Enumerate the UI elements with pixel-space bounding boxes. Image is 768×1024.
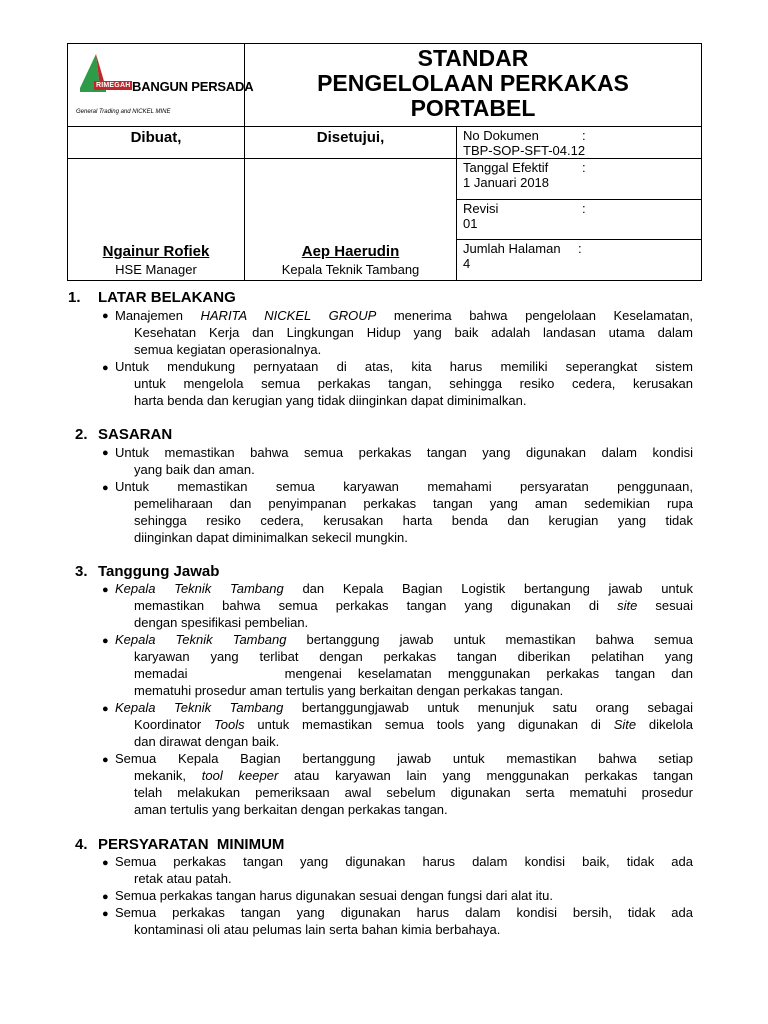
bullet-icon: ● xyxy=(102,584,109,596)
approved-by-label: Disetujui, xyxy=(245,127,457,159)
bullet-icon: ● xyxy=(102,908,109,920)
meta-revisi: Revisi : 01 xyxy=(457,199,702,240)
meta-label: No Dokumen xyxy=(463,128,539,143)
paragraph: Semua perkakas tangan yang digunakan harus dalam kondisi baik, tidak ada xyxy=(115,854,693,869)
paragraph: Untuk memastikan bahwa semua perkakas tangan yang digunakan dalam kondisi xyxy=(115,445,693,460)
meta-value: TBP-SOP-SFT-04.12 xyxy=(463,143,586,158)
section-title: SASARAN xyxy=(98,426,173,443)
section-heading xyxy=(75,563,219,580)
paragraph: kontaminasi oli atau pelumas lain serta bahan kimia berbahaya. xyxy=(134,922,501,937)
approved-by-signature xyxy=(245,159,457,281)
paragraph: Koordinator Tools untuk memastikan semua tools yang digunakan di Site dikelola dan dirawat dengan baik. xyxy=(134,717,693,749)
made-by-signature xyxy=(68,159,245,281)
meta-tanggal-efektif: Tanggal Efektif : 1 Januari 2018 xyxy=(457,159,702,200)
paragraph: mekanik, tool keeper atau karyawan lain yang menggunakan perkakas tangan telah melakukan pemeriksaan awal sebelum digunakan serta mematuhi prosedur aman tertulis yang berkaitan dengan perkakas tangan. xyxy=(134,768,693,817)
logo-triangle-icon xyxy=(76,48,136,108)
document-header-table xyxy=(67,43,702,281)
meta-label: Tanggal Efektif xyxy=(463,160,549,175)
bullet-icon: ● xyxy=(102,482,109,494)
title-line: STANDAR xyxy=(417,45,529,71)
paragraph: Untuk mendukung pernyataan di atas, kita harus memiliki seperangkat sistem xyxy=(115,359,693,374)
bullet-icon: ● xyxy=(102,447,109,459)
section-heading xyxy=(75,426,172,443)
paragraph: Kepala Teknik Tambang dan Kepala Bagian Logistik bertangung jawab untuk xyxy=(115,581,693,596)
paragraph: Kesehatan Kerja dan Lingkungan Hidup yang baik adalah landasan utama dalam semua kegiatan operasionalnya. xyxy=(134,325,693,357)
title-line: PENGELOLAAN PERKAKAS xyxy=(317,70,629,96)
section-number: 4. xyxy=(75,836,88,853)
logo-tagline: General Trading and NICKEL MINE xyxy=(76,109,171,115)
bullet-icon: ● xyxy=(102,362,109,374)
logo-cell xyxy=(68,44,254,127)
paragraph: Semua perkakas tangan harus digunakan sesuai dengan fungsi dari alat itu. xyxy=(115,888,553,903)
meta-value: 01 xyxy=(463,215,478,231)
meta-value: 1 Januari 2018 xyxy=(463,175,550,190)
paragraph: Kepala Teknik Tambang bertanggungjawab untuk menunjuk satu orang sebagai xyxy=(115,700,693,715)
paragraph: Kepala Teknik Tambang bertanggung jawab untuk memastikan bahwa semua xyxy=(115,632,693,647)
logo-brand-text: RIMEGAH xyxy=(96,82,131,89)
section-number: 3. xyxy=(75,563,88,580)
bullet-icon: ● xyxy=(102,857,109,869)
section-heading xyxy=(68,289,236,306)
company-logo xyxy=(76,48,254,124)
bullet-icon: ● xyxy=(102,754,109,766)
made-by-name: Ngainur Rofiek xyxy=(102,243,210,260)
section-title: PERSYARATAN MINIMUM xyxy=(98,836,285,853)
approved-by-role: Kepala Teknik Tambang xyxy=(281,262,420,277)
paragraph: memastikan bahwa semua perkakas tangan yang digunakan di site sesuai dengan spesifikasi pembelian. xyxy=(134,598,693,630)
paragraph: retak atau patah. xyxy=(134,871,232,886)
meta-jumlah-halaman: Jumlah Halaman : 4 xyxy=(457,240,702,281)
title-line: PORTABEL xyxy=(410,95,536,121)
paragraph: pemeliharaan dan penyimpanan perkakas tangan yang aman sedemikian rupa sehingga resiko cedera, kerusakan harta benda dan kerugian yang tidak diinginkan dapat diminimalkan sekecil mungkin. xyxy=(134,496,693,545)
bullet-icon: ● xyxy=(102,635,109,647)
paragraph: karyawan yang terlibat dengan perkakas tangan diberikan pelatihan yang memadai mengenai keselamatan menggunakan perkakas tangan dan mematuhi prosedur aman tertulis yang berkaitan dengan perkakas tangan. xyxy=(134,649,693,698)
made-by-role: HSE Manager xyxy=(115,262,197,277)
paragraph: Semua perkakas tangan yang digunakan harus dalam kondisi bersih, tidak ada xyxy=(115,905,693,920)
meta-label: Revisi xyxy=(463,200,499,216)
approved-by-name: Aep Haerudin xyxy=(301,243,400,260)
made-by-label: Dibuat, xyxy=(68,127,245,159)
bullet-icon: ● xyxy=(102,703,109,715)
paragraph: Untuk memastikan semua karyawan memahami persyaratan penggunaan, xyxy=(115,479,693,494)
document-title xyxy=(245,44,702,127)
section-number: 1. xyxy=(68,289,81,306)
bullet-icon: ● xyxy=(102,310,109,322)
bullet-icon: ● xyxy=(102,891,109,903)
section-title: LATAR BELAKANG xyxy=(98,289,236,306)
meta-label: Jumlah Halaman xyxy=(463,241,561,257)
paragraph: Semua Kepala Bagian bertanggung jawab untuk memastikan bahwa setiap xyxy=(115,751,693,766)
meta-value: 4 xyxy=(463,256,471,272)
paragraph: untuk mengelola semua perkakas tangan, sehingga resiko cedera, kerusakan harta benda dan kerugian yang tidak diinginkan dapat diminimalkan. xyxy=(134,376,693,408)
section-title: Tanggung Jawab xyxy=(98,563,220,580)
paragraph: yang baik dan aman. xyxy=(134,462,255,477)
paragraph: Manajemen HARITA NICKEL GROUP menerima bahwa pengelolaan Keselamatan, xyxy=(115,308,693,323)
logo-company-name: BANGUN PERSADA xyxy=(132,79,254,94)
section-number: 2. xyxy=(75,426,88,443)
section-heading xyxy=(75,836,284,853)
meta-no-dokumen: No Dokumen : TBP-SOP-SFT-04.12 xyxy=(457,127,702,159)
